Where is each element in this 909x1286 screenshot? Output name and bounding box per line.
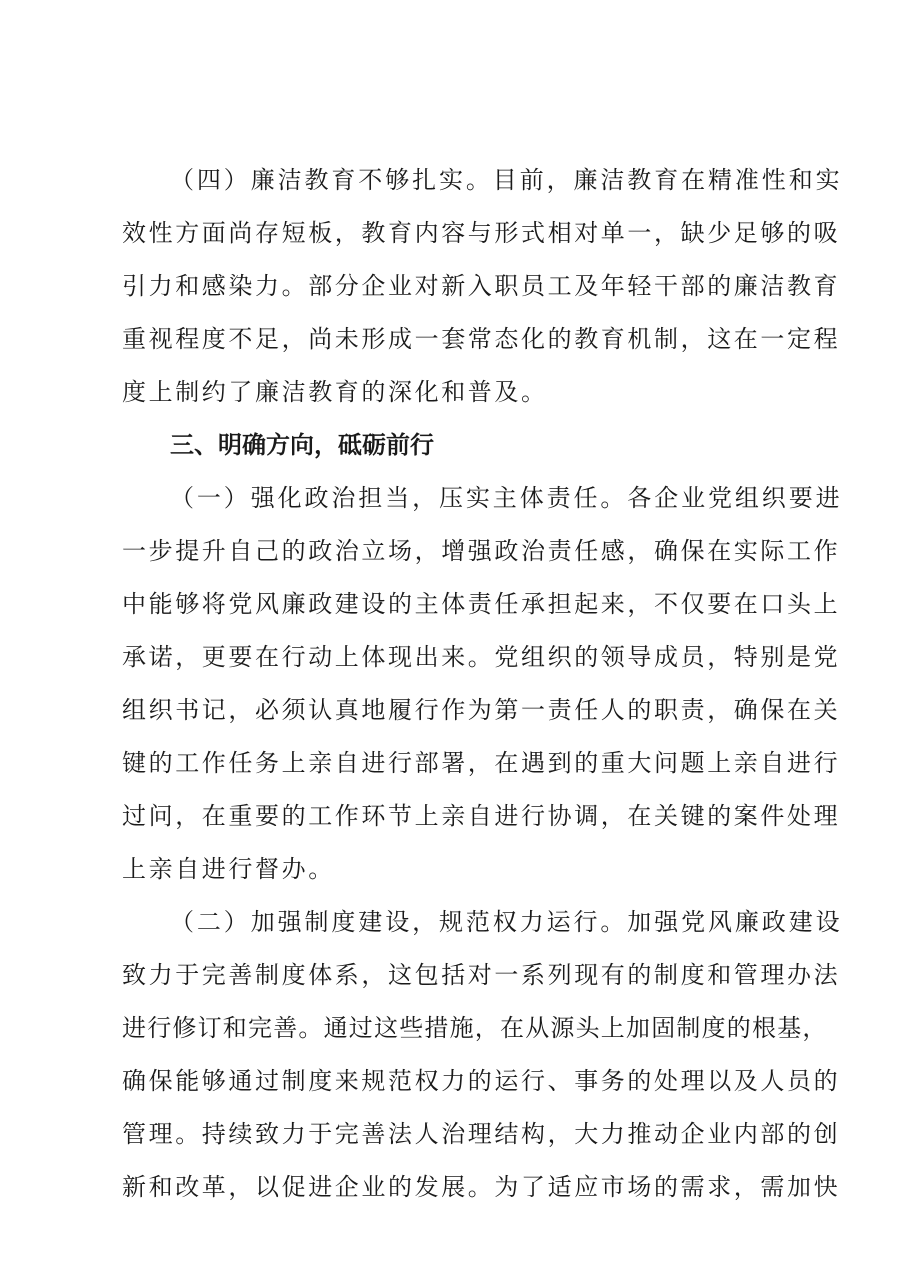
text-line: 确保能够通过制度来规范权力的运行、事务的处理以及人员的	[122, 1067, 841, 1095]
text-line: 重视程度不足，尚未形成一套常态化的教育机制，这在一定程	[122, 325, 841, 353]
text-line: 中能够将党风廉政建设的主体责任承担起来，不仅要在口头上	[122, 590, 841, 618]
text-line: 致力于完善制度体系，这包括对一系列现有的制度和管理办法	[122, 961, 841, 989]
text-line: 效性方面尚存短板，教育内容与形式相对单一，缺少足够的吸	[122, 219, 841, 247]
text-line: 上亲自进行督办。	[122, 855, 335, 883]
text-line: 引力和感染力。部分企业对新入职员工及年轻干部的廉洁教育	[122, 272, 841, 300]
text-line: 管理。持续致力于完善法人治理结构，大力推动企业内部的创	[122, 1120, 841, 1148]
text-line: 一步提升自己的政治立场，增强政治责任感，确保在实际工作	[122, 537, 841, 565]
text-line: 进行修订和完善。通过这些措施，在从源头上加固制度的根基，	[122, 1014, 828, 1042]
text-line: 过问，在重要的工作环节上亲自进行协调，在关键的案件处理	[122, 802, 841, 830]
text-line: 承诺，更要在行动上体现出来。党组织的领导成员，特别是党	[122, 643, 841, 671]
text-line: （四）廉洁教育不够扎实。目前，廉洁教育在精准性和实	[170, 166, 843, 194]
text-line: 键的工作任务上亲自进行部署，在遇到的重大问题上亲自进行	[122, 749, 841, 777]
text-line: （二）加强制度建设，规范权力运行。加强党风廉政建设	[170, 908, 843, 936]
text-line: 组织书记，必须认真地履行作为第一责任人的职责，确保在关	[122, 696, 841, 724]
text-line: （一）强化政治担当，压实主体责任。各企业党组织要进	[170, 484, 843, 512]
text-line: 新和改革，以促进企业的发展。为了适应市场的需求，需加快	[122, 1173, 841, 1201]
text-line: 度上制约了廉洁教育的深化和普及。	[122, 378, 548, 406]
section-heading: 三、明确方向，砥砺前行	[170, 431, 434, 459]
